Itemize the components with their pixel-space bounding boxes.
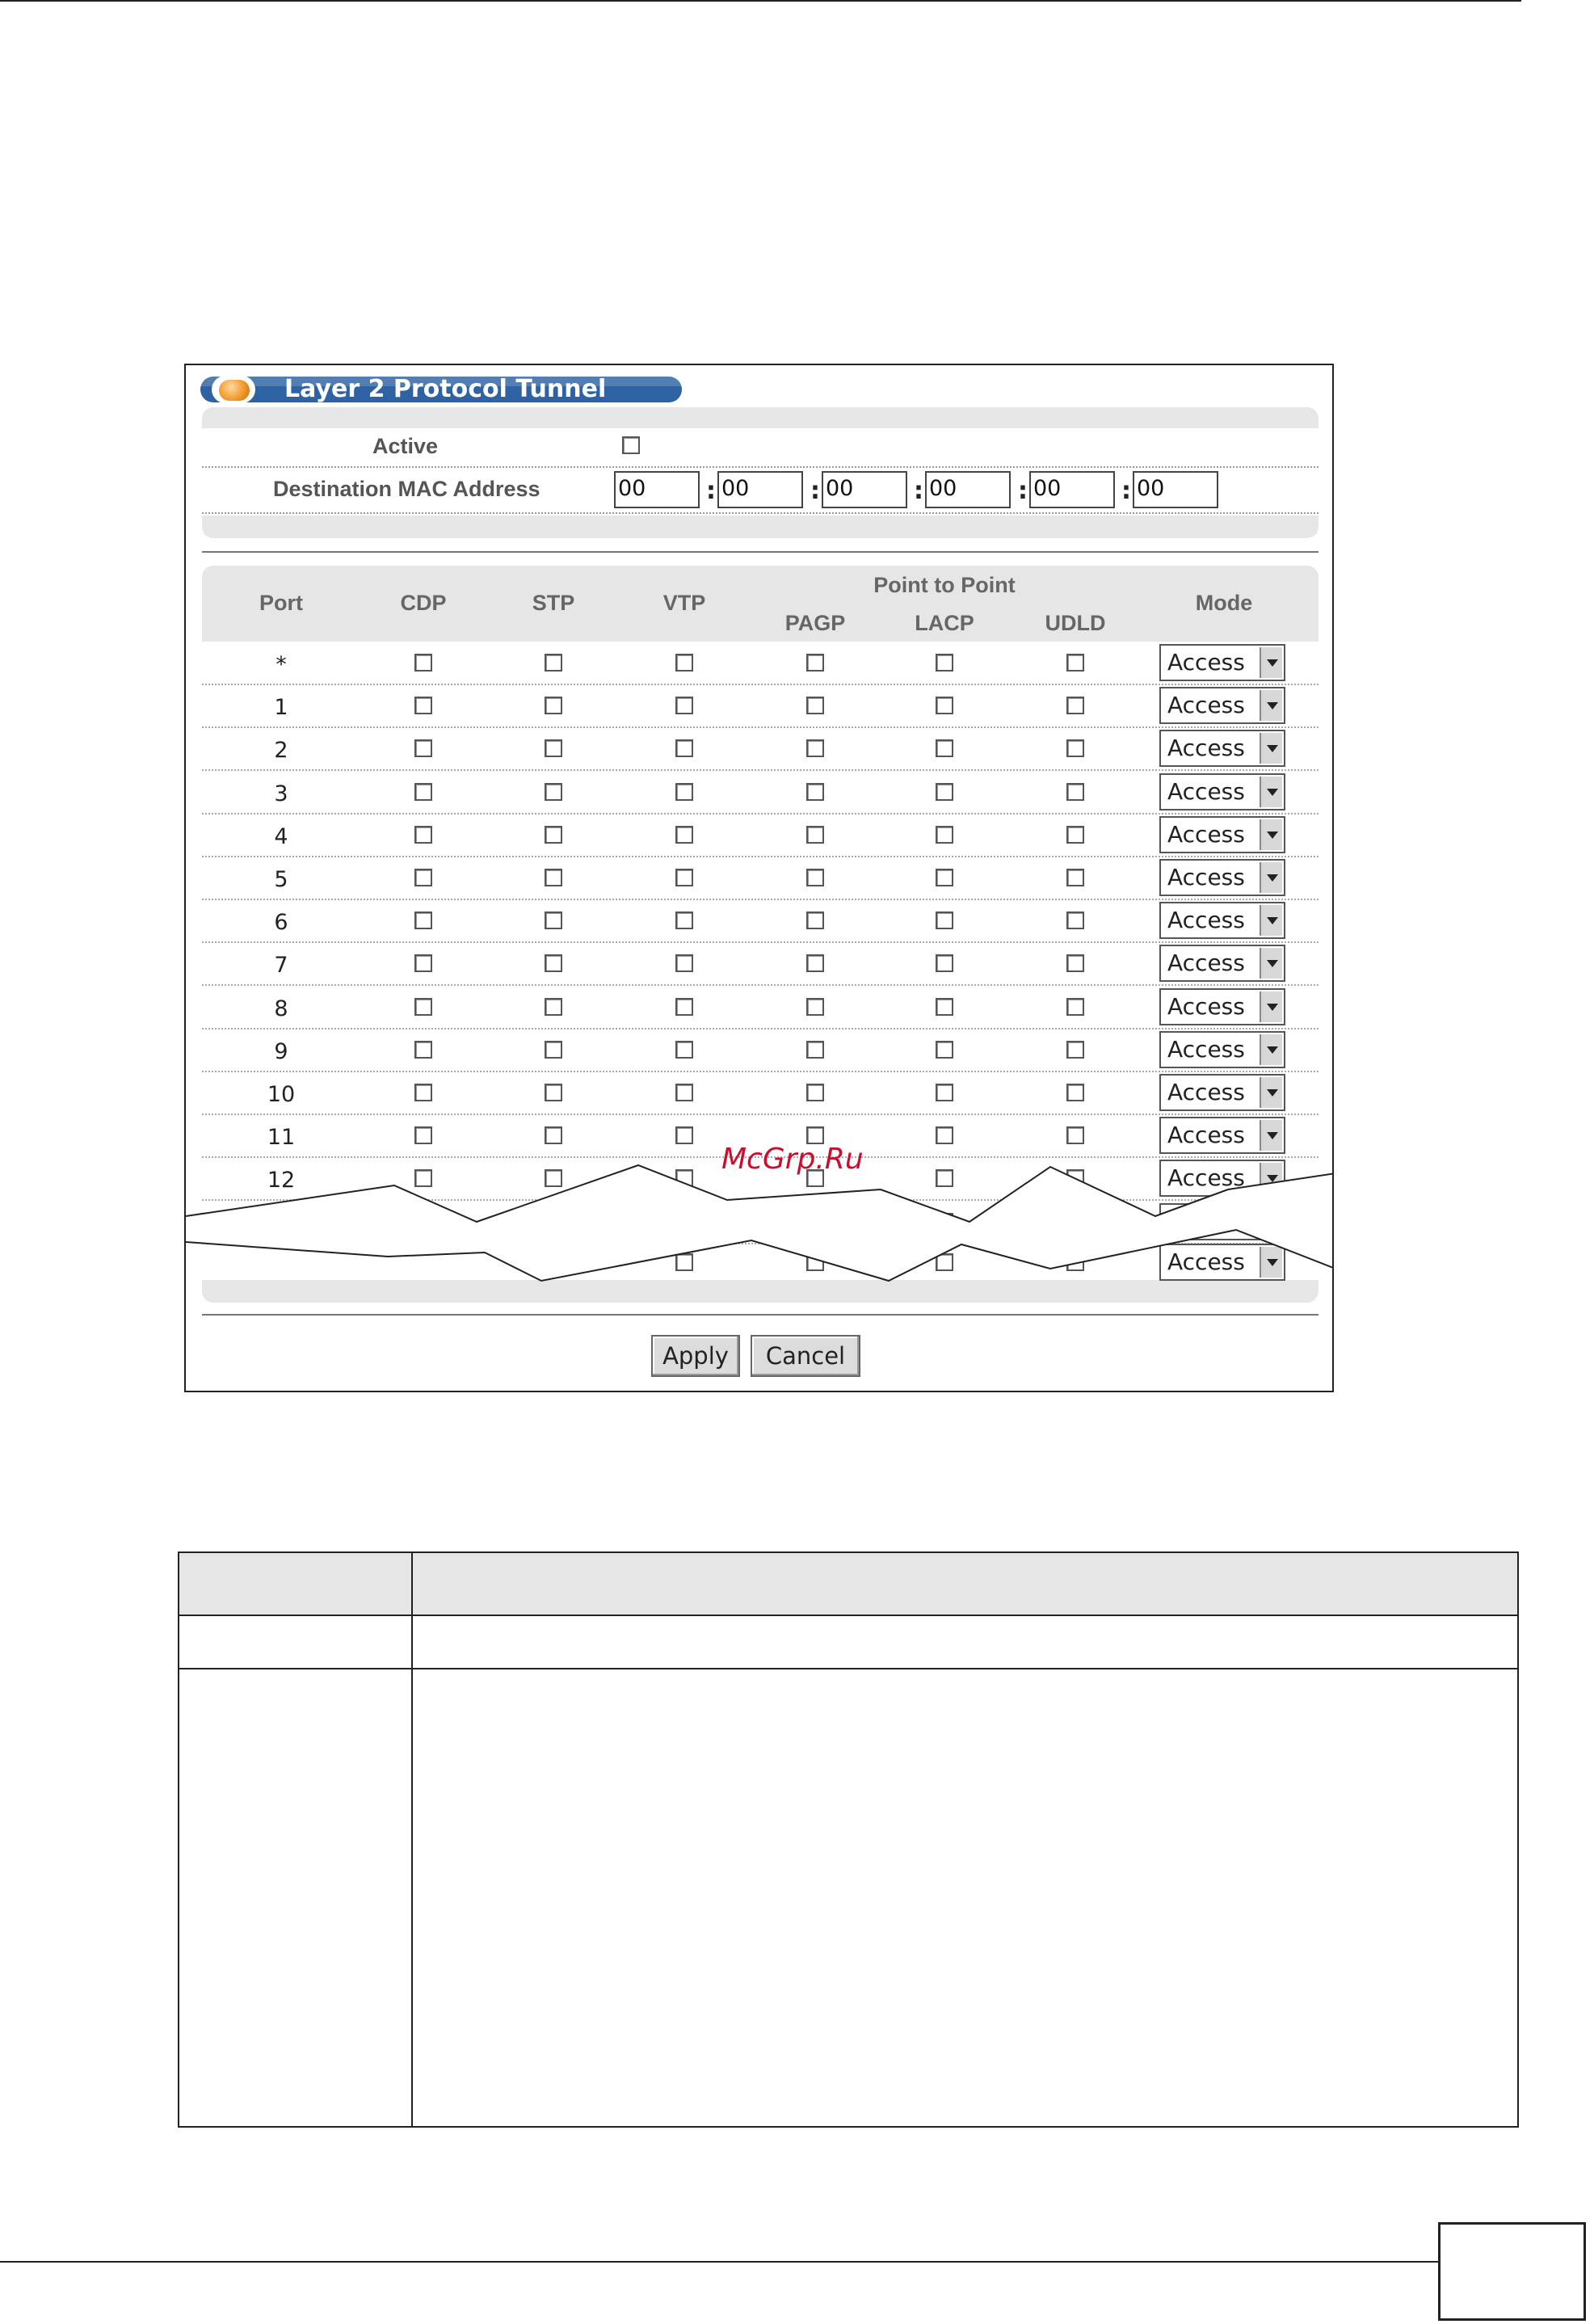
port-label: 9: [274, 1038, 288, 1064]
port-label: 2: [274, 738, 288, 764]
port-label: 12: [267, 1168, 296, 1194]
active-label: Active: [372, 434, 439, 458]
mode-value: Access: [1167, 820, 1245, 848]
mac-octet-6[interactable]: 00: [1133, 471, 1218, 508]
port-label: 7: [274, 953, 288, 979]
port-label: 5: [274, 867, 288, 892]
col-port: Port: [259, 591, 303, 615]
mode-value: Access: [1167, 1035, 1245, 1063]
port-label: 3: [274, 781, 288, 806]
mac-octet-3[interactable]: 00: [822, 471, 907, 508]
col-cdp: CDP: [400, 591, 447, 615]
mode-value: Access: [1167, 1248, 1245, 1275]
description-table-row: [179, 1615, 1517, 1669]
col-point-to-point: Point to Point: [873, 573, 1016, 597]
watermark: McGrp.Ru: [721, 1143, 864, 1176]
mac-octet-4[interactable]: 00: [925, 471, 1011, 508]
mode-value: Access: [1167, 777, 1245, 805]
col-udld: UDLD: [1045, 611, 1106, 635]
col-mode: Mode: [1195, 591, 1253, 615]
port-label: 8: [274, 996, 288, 1021]
port-label: 11: [267, 1125, 296, 1151]
mode-value: Access: [1167, 692, 1245, 719]
col-vtp: VTP: [662, 591, 706, 615]
mac-octet-1[interactable]: 00: [614, 471, 700, 508]
screen-title: Layer 2 Protocol Tunnel: [284, 375, 607, 403]
mode-value: Access: [1167, 907, 1245, 934]
port-label: 10: [267, 1082, 296, 1107]
description-table: [178, 1551, 1519, 2128]
port-label: 4: [274, 823, 288, 849]
col-stp: STP: [532, 591, 575, 615]
screenshot-figure: Layer 2 Protocol Tunnel Active Destination MAC Address 00 : 00 : 00 : 00 : 00 : 00 Port CDP STP VTP Point to Point PAGP LACP UDLD Mode * Access 1 Access 2 Access 3 Access 4 Access 5 Access 6 Access 7 Access 8 Access 9 Access 10 Access 11 Access 12 Access Access Apply Cancel: [184, 364, 1334, 1392]
mac-octet-2[interactable]: 00: [717, 471, 803, 508]
page-top-rule: [0, 0, 1521, 2]
mode-value: Access: [1167, 735, 1245, 762]
page-number-box: [1438, 2222, 1586, 2321]
col-lacp: LACP: [915, 611, 974, 635]
mode-value: Access: [1167, 949, 1245, 977]
mode-value: Access: [1167, 864, 1245, 890]
dest-mac-label: Destination MAC Address: [273, 477, 540, 501]
mode-value: Access: [1167, 1079, 1245, 1105]
mode-value: Access: [1167, 1164, 1245, 1192]
mode-value: Access: [1167, 992, 1245, 1020]
apply-button[interactable]: Apply: [651, 1335, 740, 1377]
port-label: 1: [274, 695, 288, 721]
cancel-button[interactable]: Cancel: [751, 1335, 860, 1377]
page-break-graphic: [186, 365, 1334, 1392]
mac-octet-5[interactable]: 00: [1029, 471, 1115, 508]
port-label: 6: [274, 910, 288, 936]
mode-value: Access: [1167, 649, 1245, 676]
port-label: *: [275, 652, 287, 677]
description-table-header: [179, 1553, 1517, 1616]
col-pagp: PAGP: [784, 611, 846, 635]
footer-rule: [0, 2261, 1440, 2263]
mode-value: Access: [1167, 1122, 1245, 1149]
